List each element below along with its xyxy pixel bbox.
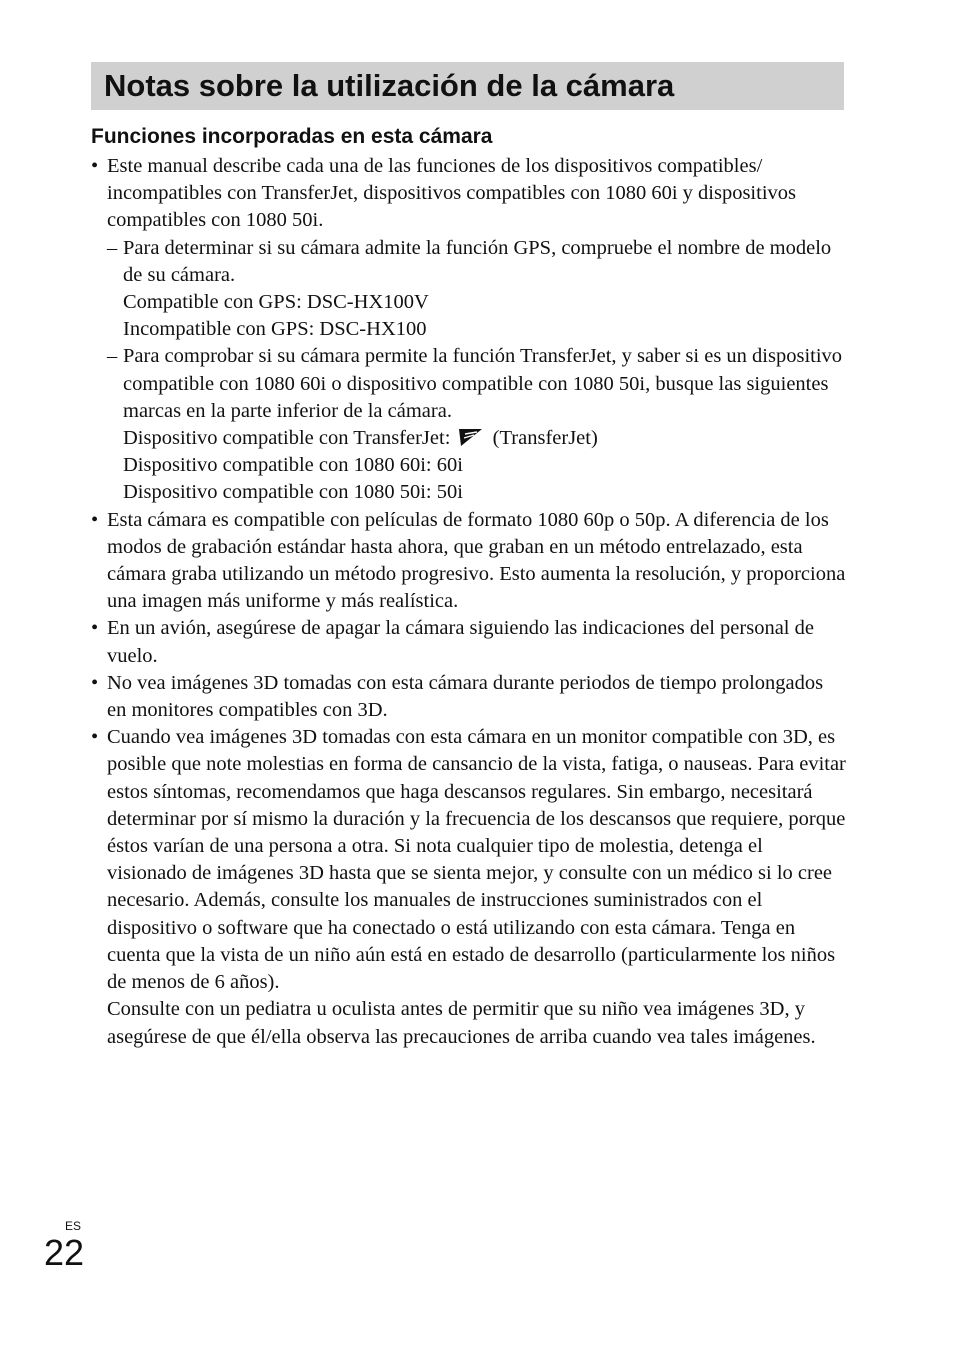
sub-line — [91, 425, 847, 452]
sub-line: Compatible con GPS: DSC-HX100V — [123, 291, 429, 314]
page-number: 22 — [44, 1232, 85, 1273]
bullet-item — [91, 724, 847, 996]
dash-text: Para determinar si su cámara admite la función GPS, compruebe el nombre de modelo de su cámara. — [123, 236, 832, 286]
transferjet-label: Dispositivo compatible con TransferJet: — [123, 427, 451, 450]
bullet-item — [91, 670, 847, 724]
dash-text: Para comprobar si su cámara permite la función TransferJet, y saber si es un dispositivo compatible con 1080 60i o dispositivo compatible con 1080 50i, busque las siguientes marcas en la parte inferior de la cámara. — [123, 345, 843, 422]
content — [91, 153, 847, 1051]
bullet-text: Cuando vea imágenes 3D tomadas con esta cámara en un monitor compatible con 3D, es posible que note molestias en forma de cansancio de la vista, fatiga, o nauseas. Para evitar estos síntomas, recomendamos que haga descansos regulares. Sin embargo, necesitará determinar por sí mismo la duración y la frecuencia de los descansos que requiere, porque éstos varían de una persona a otra. Si nota cualquier tipo de molestia, detenga el visionado de imágenes 3D hasta que se sienta mejor, y consulte con un médico si lo cree necesario. Además, consulte los manuales de instrucciones suministrados con el dispositivo o software que ha conectado o está utilizando con esta cámara. Tenga en cuenta que la vista de un niño aún está en estado de desarrollo (particularmente los niños de menos de 6 años). — [107, 726, 846, 994]
sub-line: Dispositivo compatible con 1080 50i: 50i — [123, 481, 463, 504]
transferjet-icon — [458, 427, 484, 447]
bullet-mark: • — [91, 508, 99, 531]
page-title: Notas sobre la utilización de la cámara — [104, 68, 675, 103]
title-bar — [91, 62, 844, 110]
bullet-item — [91, 507, 847, 616]
page-language: ES — [65, 1219, 82, 1233]
dash-mark: – — [107, 345, 118, 368]
dash-item — [91, 343, 847, 425]
bullet-text: En un avión, asegúrese de apagar la cámara siguiendo las indicaciones del personal de vuelo. — [107, 617, 814, 667]
sub-line: Dispositivo compatible con 1080 60i: 60i — [123, 454, 463, 477]
bullet-mark: • — [91, 617, 99, 640]
bullet-text: No vea imágenes 3D tomadas con esta cámara durante periodos de tiempo prolongados en monitores compatibles con 3D. — [107, 671, 824, 722]
section-heading: Funciones incorporadas en esta cámara — [91, 125, 493, 148]
bullet-item — [91, 615, 847, 669]
dash-mark: – — [107, 236, 118, 259]
bullet-mark: • — [91, 671, 99, 694]
bullet-continuation: Consulte con un pediatra u oculista antes de permitir que su niño vea imágenes 3D, y asegúrese de que él/ella observa las precauciones de arriba cuando vea tales imágenes. — [107, 998, 816, 1048]
bullet-mark: • — [91, 155, 99, 177]
bullet-mark: • — [91, 726, 99, 749]
bullet-item — [91, 153, 847, 235]
bullet-text: Esta cámara es compatible con películas de formato 1080 60p o 50p. A diferencia de los modos de grabación estándar hasta ahora, que graban en un método entrelazado, esta cámara graba utilizando un método progresivo. Esto aumenta la resolución, y proporciona una imagen más uniforme y más realística. — [107, 508, 846, 613]
bullet-text: Este manual describe cada una de las funciones de los dispositivos compatibles/ incompatibles con TransferJet, dispositivos compatibles con 1080 60i y dispositivos compatibles con 1080 50i. — [107, 155, 796, 232]
dash-item — [91, 235, 847, 289]
sub-line: Incompatible con GPS: DSC-HX100 — [123, 318, 427, 341]
transferjet-suffix: (TransferJet) — [492, 427, 598, 450]
